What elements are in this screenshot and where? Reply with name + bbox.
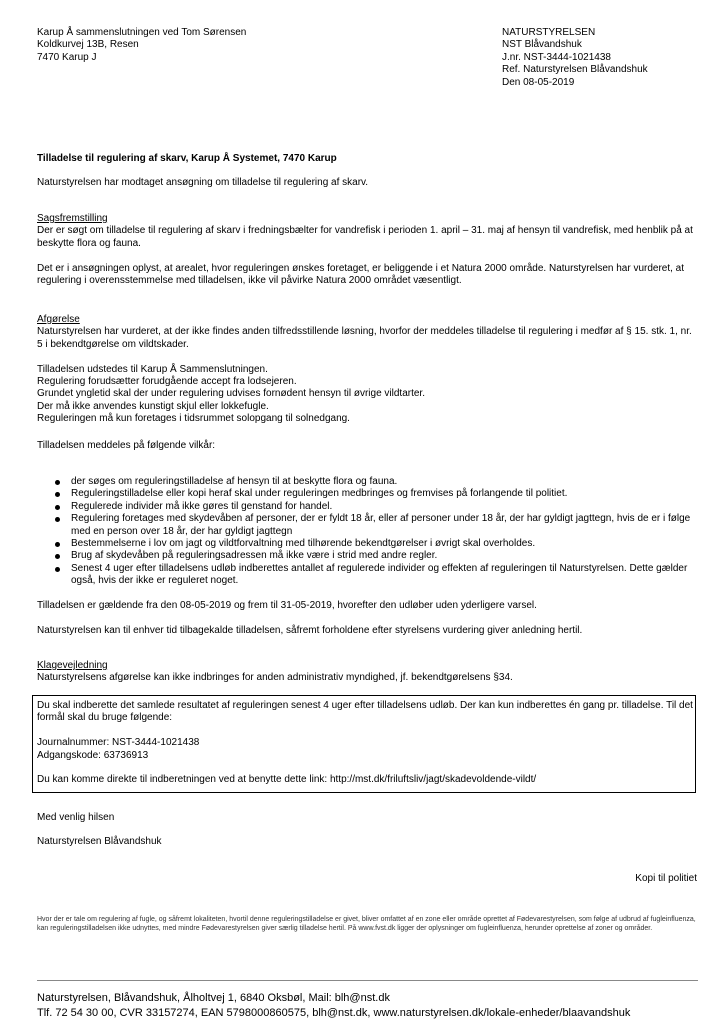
section-heading: Sagsfremstilling: [37, 213, 108, 224]
agency-line: NATURSTYRELSEN: [502, 27, 596, 38]
validity-text: Tilladelsen er gældende fra den 08-05-2019 og frem til 31-05-2019, hvorefter den udløber uden yderligere varsel.: [37, 600, 537, 611]
footer-divider: [37, 980, 698, 981]
agency-line: Den 08-05-2019: [502, 76, 575, 88]
copy-note: Kopi til politiet: [635, 873, 697, 884]
condition-line: Reguleringen må kun foretages i tidsrummet solopgang til solnedgang.: [37, 413, 350, 425]
section-heading: Afgørelse: [37, 314, 80, 325]
section-afgoerelse: [37, 314, 697, 426]
sender-line: 7470 Karup J: [37, 51, 97, 63]
report-intro: Du skal indberette det samlede resultatet af reguleringen senest 4 uger efter tilladelsens udløb. Der kan kun indberettes én gang pr. tilladelse. Til det formål skal du bruge følgende:: [37, 700, 693, 724]
list-item: Bestemmelserne i lov om jagt og vildtforvaltning med tilhørende bekendtgørelser i øvrigt skal overholdes.: [71, 538, 697, 550]
link-prefix: Du kan komme direkte til indberetningen ved at benytte dette link:: [37, 774, 330, 786]
condition-line: Der må ikke anvendes kunstigt skjul eller lokkefugle.: [37, 400, 269, 412]
sender-line: Karup Å sammenslutningen ved Tom Sørensen: [37, 27, 247, 38]
closing-greeting: Med venlig hilsen: [37, 812, 115, 823]
document-title: Tilladelse til regulering af skarv, Karup Å Systemet, 7470 Karup: [37, 153, 337, 164]
journal-number: Journalnummer: NST-3444-1021438: [37, 737, 200, 749]
section-heading: Klagevejledning: [37, 660, 108, 671]
sender-line: Koldkurvej 13B, Resen: [37, 39, 139, 51]
footer-line: Tlf. 72 54 30 00, CVR 33157274, EAN 5798000860575, blh@nst.dk, www.naturstyrelsen.dk/lokale-enheder/blaavandshuk: [37, 1007, 631, 1019]
report-link-line: [37, 774, 695, 786]
condition-line: Tilladelsen udstedes til Karup Å Sammenslutningen.: [37, 363, 268, 375]
report-link[interactable]: http://mst.dk/friluftsliv/jagt/skadevoldende-vildt/: [329, 774, 537, 786]
vilkaar-intro: Tilladelsen meddeles på følgende vilkår:: [37, 440, 216, 451]
list-item: der søges om reguleringstilladelse af hensyn til at beskytte flora og fauna.: [71, 476, 697, 488]
list-item: Senest 4 uger efter tilladelsens udløb indberettes antallet af regulerede individer og effekten af reguleringen til Naturstyrelsen. Dette gælder også, hvis der ikke er reguleret noget.: [71, 563, 697, 588]
list-item: Regulering foretages med skydevåben af personer, der er fyldt 18 år, eller af personer under 18 år, der har gyldigt jagttegn, hvis de er i følge med en person over 18 år, der har gyldigt jagttegn: [71, 513, 697, 538]
paragraph: Naturstyrelsens afgørelse kan ikke indbringes for anden administrativ myndighed, jf. bekendtgørelsens §34.: [37, 672, 513, 684]
agency-block: [502, 27, 648, 89]
paragraph: Det er i ansøgningen oplyst, at arealet, hvor reguleringen ønskes foretaget, er beliggende i et Natura 2000 område. Naturstyrelsen har vurderet, at regulering i overensstemmelse med tilladelsen, ikke vil påvirke Natura 2000 området væsentligt.: [37, 262, 685, 287]
report-box: [32, 695, 696, 793]
condition-line: Regulering forudsætter forudgående accept fra lodsejeren.: [37, 376, 297, 388]
revoke-text: Naturstyrelsen kan til enhver tid tilbagekalde tilladelsen, såfremt forholdene efter styrelsens vurdering giver anledning hertil.: [37, 625, 583, 636]
paragraph: Naturstyrelsen har vurderet, at der ikke findes anden tilfredsstillende løsning, hvorfor der meddeles tilladelse til regulering i medfør af § 15. stk. 1, nr. 5 i bekendtgørelse om vildtskader.: [37, 326, 692, 350]
agency-line: NST Blåvandshuk: [502, 39, 582, 51]
agency-line: J.nr. NST-3444-1021438: [502, 51, 611, 63]
closing-signature: Naturstyrelsen Blåvandshuk: [37, 836, 162, 847]
footer-line: Naturstyrelsen, Blåvandshuk, Ålholtvej 1, 6840 Oksbøl, Mail: blh@nst.dk: [37, 992, 390, 1004]
paragraph: Der er søgt om tilladelse til regulering af skarv i fredningsbælter for vandrefisk i perioden 1. april – 31. maj af hensyn til vandrefisk, med henblik på at beskytte flora og fauna.: [37, 225, 693, 249]
condition-line: Grundet yngletid skal der under regulering udvises fornødent hensyn til øvrige vildtarter.: [37, 388, 425, 400]
section-sagsfremstilling: [37, 213, 697, 287]
intro-text: Naturstyrelsen har modtaget ansøgning om tilladelse til regulering af skarv.: [37, 177, 369, 188]
access-code: Adgangskode: 63736913: [37, 749, 149, 761]
vilkaar-list: [37, 476, 697, 588]
list-item: Regulerede individer må ikke gøres til genstand for handel.: [71, 501, 697, 513]
list-item: Brug af skydevåben på reguleringsadressen må ikke være i strid med andre regler.: [71, 550, 697, 562]
agency-line: Ref. Naturstyrelsen Blåvandshuk: [502, 64, 648, 76]
footer: [37, 991, 630, 1021]
section-klagevejledning: [37, 660, 697, 685]
fine-print: Hvor der er tale om regulering af fugle, og såfremt lokaliteten, hvortil denne reguleringstilladelse er givet, bliver omfattet af en zone eller område oprettet af Fødevarestyrelsen, som følge af udbrud af fugleinfluenza, kan reguleringstilladelsen ikke udnyttes, med mindre Fødevarestyrelsen giver særlig tilladelse hertil. På www.fvst.dk ligger der oplysninger om fugleinfluenza, herunder oprettelse af zoner og områder.: [37, 916, 696, 932]
list-item: Reguleringstilladelse eller kopi heraf skal under reguleringen medbringes og fremvises på forlangende til politiet.: [71, 488, 697, 500]
sender-address: [37, 27, 246, 64]
